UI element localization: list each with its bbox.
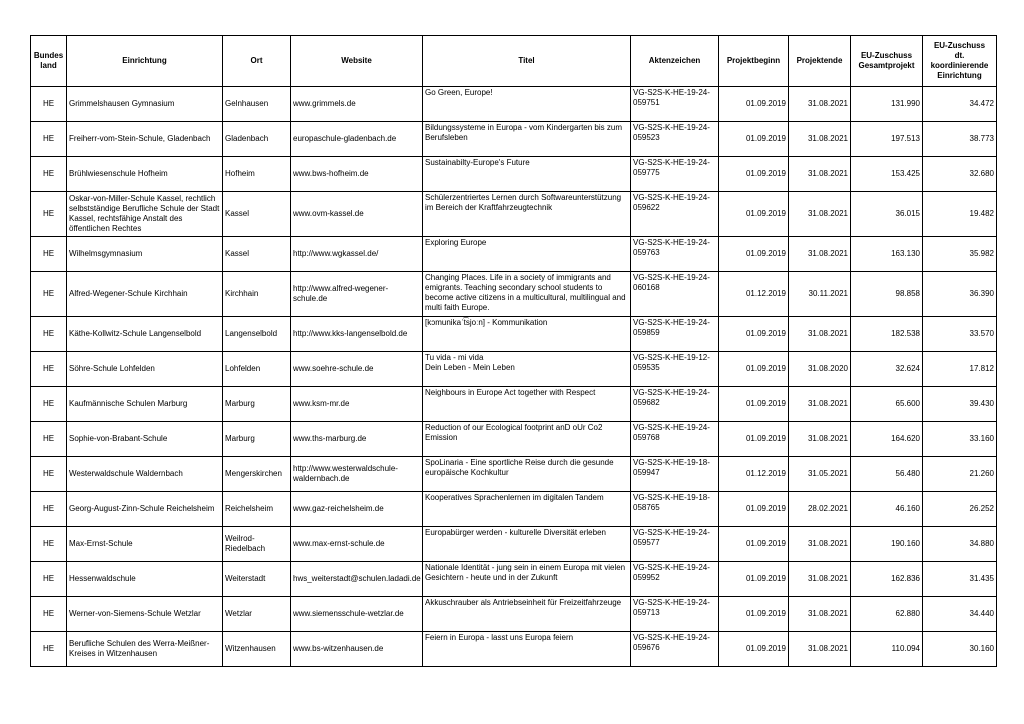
cell-ort: Kassel (223, 237, 291, 272)
table-row (31, 527, 997, 562)
header-aktenzeichen: Aktenzeichen (631, 36, 719, 87)
cell-titel: SpoLinaria - Eine sportliche Reise durch die gesunde europäische Kochkultur (423, 457, 631, 492)
cell-eu-zuschuss-koordinierend: 33.160 (923, 422, 997, 457)
cell-bundesland: HE (31, 87, 67, 122)
table-row (31, 237, 997, 272)
cell-projektbeginn: 01.09.2019 (719, 157, 789, 192)
cell-eu-zuschuss-koordinierend: 34.472 (923, 87, 997, 122)
cell-aktenzeichen: VG-S2S-K-HE-19-24-059775 (631, 157, 719, 192)
cell-aktenzeichen: VG-S2S-K-HE-19-24-059768 (631, 422, 719, 457)
cell-titel: Europabürger werden - kulturelle Diversität erleben (423, 527, 631, 562)
cell-projektbeginn: 01.09.2019 (719, 597, 789, 632)
cell-eu-zuschuss-gesamt: 163.130 (851, 237, 923, 272)
cell-einrichtung: Werner-von-Siemens-Schule Wetzlar (67, 597, 223, 632)
cell-aktenzeichen: VG-S2S-K-HE-19-24-060168 (631, 272, 719, 317)
header-row (31, 36, 997, 87)
table-row (31, 87, 997, 122)
cell-ort: Mengerskirchen (223, 457, 291, 492)
cell-aktenzeichen: VG-S2S-K-HE-19-12-059535 (631, 352, 719, 387)
cell-projektende: 31.08.2021 (789, 527, 851, 562)
cell-einrichtung: Sophie-von-Brabant-Schule (67, 422, 223, 457)
cell-projektbeginn: 01.12.2019 (719, 272, 789, 317)
header-website: Website (291, 36, 423, 87)
cell-aktenzeichen: VG-S2S-K-HE-19-24-059859 (631, 317, 719, 352)
cell-eu-zuschuss-gesamt: 46.160 (851, 492, 923, 527)
cell-ort: Kassel (223, 192, 291, 237)
cell-titel: Neighbours in Europe Act together with Respect (423, 387, 631, 422)
table-body (31, 87, 997, 667)
cell-projektende: 30.11.2021 (789, 272, 851, 317)
cell-projektende: 31.08.2021 (789, 387, 851, 422)
cell-bundesland: HE (31, 272, 67, 317)
table-row (31, 422, 997, 457)
header-eu-zuschuss-koordinierend: EU-Zuschuss dt. koordinierende Einrichtung (923, 36, 997, 87)
cell-eu-zuschuss-koordinierend: 34.880 (923, 527, 997, 562)
cell-titel: Nationale Identität - jung sein in einem Europa mit vielen Gesichtern - heute und in der Zukunft (423, 562, 631, 597)
cell-ort: Lohfelden (223, 352, 291, 387)
table-row (31, 122, 997, 157)
cell-website[interactable]: www.grimmels.de (291, 87, 423, 122)
cell-aktenzeichen: VG-S2S-K-HE-19-24-059751 (631, 87, 719, 122)
cell-eu-zuschuss-koordinierend: 17.812 (923, 352, 997, 387)
cell-website[interactable]: hws_weiterstadt@schulen.ladadi.de (291, 562, 423, 597)
cell-eu-zuschuss-gesamt: 65.600 (851, 387, 923, 422)
cell-bundesland: HE (31, 632, 67, 667)
cell-titel: Schülerzentriertes Lernen durch Softwareunterstützung im Bereich der Kraftfahrzeugtechnik (423, 192, 631, 237)
cell-bundesland: HE (31, 192, 67, 237)
table-row (31, 272, 997, 317)
cell-einrichtung: Wilhelmsgymnasium (67, 237, 223, 272)
cell-einrichtung: Brühlwiesenschule Hofheim (67, 157, 223, 192)
cell-website[interactable]: www.siemensschule-wetzlar.de (291, 597, 423, 632)
cell-aktenzeichen: VG-S2S-K-HE-19-24-059763 (631, 237, 719, 272)
cell-bundesland: HE (31, 122, 67, 157)
cell-einrichtung: Söhre-Schule Lohfelden (67, 352, 223, 387)
header-bundesland: Bundes land (31, 36, 67, 87)
cell-website[interactable]: http://www.alfred-wegener-schule.de (291, 272, 423, 317)
cell-website[interactable]: europaschule-gladenbach.de (291, 122, 423, 157)
cell-einrichtung: Hessenwaldschule (67, 562, 223, 597)
cell-bundesland: HE (31, 317, 67, 352)
cell-titel: Exploring Europe (423, 237, 631, 272)
cell-einrichtung: Freiherr-vom-Stein-Schule, Gladenbach (67, 122, 223, 157)
table-row (31, 457, 997, 492)
cell-titel: Kooperatives Sprachenlernen im digitalen Tandem (423, 492, 631, 527)
cell-projektende: 31.08.2021 (789, 87, 851, 122)
cell-bundesland: HE (31, 352, 67, 387)
cell-einrichtung: Westerwaldschule Waldernbach (67, 457, 223, 492)
cell-eu-zuschuss-gesamt: 62.880 (851, 597, 923, 632)
cell-eu-zuschuss-koordinierend: 31.435 (923, 562, 997, 597)
cell-aktenzeichen: VG-S2S-K-HE-19-18-059947 (631, 457, 719, 492)
cell-ort: Witzenhausen (223, 632, 291, 667)
cell-eu-zuschuss-gesamt: 197.513 (851, 122, 923, 157)
cell-eu-zuschuss-gesamt: 131.990 (851, 87, 923, 122)
cell-projektbeginn: 01.09.2019 (719, 192, 789, 237)
cell-bundesland: HE (31, 562, 67, 597)
cell-projektende: 31.08.2021 (789, 422, 851, 457)
table-row (31, 562, 997, 597)
cell-eu-zuschuss-koordinierend: 26.252 (923, 492, 997, 527)
cell-bundesland: HE (31, 457, 67, 492)
cell-titel: Changing Places. Life in a society of immigrants and emigrants. Teaching secondary school students to become active citizens in a multicultural, multilingual and multi faith Europe. (423, 272, 631, 317)
cell-eu-zuschuss-gesamt: 162.836 (851, 562, 923, 597)
cell-projektende: 31.08.2021 (789, 122, 851, 157)
cell-bundesland: HE (31, 422, 67, 457)
cell-einrichtung: Oskar-von-Miller-Schule Kassel, rechtlich selbstständige Berufliche Schule der Stadt Kassel, rechtsfähige Anstalt des öffentlichen Rechtes (67, 192, 223, 237)
cell-titel: Akkuschrauber als Antriebseinheit für Freizeitfahrzeuge (423, 597, 631, 632)
cell-website[interactable]: www.bs-witzenhausen.de (291, 632, 423, 667)
cell-titel: Sustainabilty-Europe's Future (423, 157, 631, 192)
cell-projektbeginn: 01.09.2019 (719, 492, 789, 527)
cell-eu-zuschuss-gesamt: 190.160 (851, 527, 923, 562)
cell-titel: Tu vida - mi vida Dein Leben - Mein Leben (423, 352, 631, 387)
cell-eu-zuschuss-gesamt: 164.620 (851, 422, 923, 457)
cell-ort: Gladenbach (223, 122, 291, 157)
cell-einrichtung: Grimmelshausen Gymnasium (67, 87, 223, 122)
cell-bundesland: HE (31, 597, 67, 632)
cell-projektende: 31.08.2021 (789, 562, 851, 597)
cell-ort: Hofheim (223, 157, 291, 192)
cell-eu-zuschuss-koordinierend: 36.390 (923, 272, 997, 317)
cell-eu-zuschuss-gesamt: 182.538 (851, 317, 923, 352)
cell-website[interactable]: www.ksm-mr.de (291, 387, 423, 422)
cell-titel: Bildungssysteme in Europa - vom Kindergarten bis zum Berufsleben (423, 122, 631, 157)
cell-ort: Marburg (223, 422, 291, 457)
table-row (31, 632, 997, 667)
table-row (31, 157, 997, 192)
cell-projektbeginn: 01.09.2019 (719, 632, 789, 667)
cell-eu-zuschuss-gesamt: 110.094 (851, 632, 923, 667)
cell-eu-zuschuss-koordinierend: 38.773 (923, 122, 997, 157)
cell-eu-zuschuss-koordinierend: 30.160 (923, 632, 997, 667)
cell-projektbeginn: 01.09.2019 (719, 422, 789, 457)
cell-eu-zuschuss-gesamt: 36.015 (851, 192, 923, 237)
cell-ort: Langenselbold (223, 317, 291, 352)
cell-projektende: 31.05.2021 (789, 457, 851, 492)
table-row (31, 387, 997, 422)
cell-projektbeginn: 01.09.2019 (719, 527, 789, 562)
cell-bundesland: HE (31, 527, 67, 562)
cell-website[interactable]: www.max-ernst-schule.de (291, 527, 423, 562)
cell-titel: Go Green, Europe! (423, 87, 631, 122)
cell-projektende: 31.08.2020 (789, 352, 851, 387)
header-eu-zuschuss-gesamt: EU-Zuschuss Gesamtprojekt (851, 36, 923, 87)
cell-aktenzeichen: VG-S2S-K-HE-19-24-059682 (631, 387, 719, 422)
cell-website[interactable]: http://www.wgkassel.de/ (291, 237, 423, 272)
cell-website[interactable]: www.ovm-kassel.de (291, 192, 423, 237)
cell-eu-zuschuss-koordinierend: 35.982 (923, 237, 997, 272)
cell-projektbeginn: 01.09.2019 (719, 387, 789, 422)
cell-titel: Feiern in Europa - lasst uns Europa feiern (423, 632, 631, 667)
cell-eu-zuschuss-gesamt: 98.858 (851, 272, 923, 317)
table-row (31, 352, 997, 387)
projects-table (30, 35, 997, 667)
cell-projektende: 31.08.2021 (789, 597, 851, 632)
cell-titel: [kɔmunikaˈt͡sjoːn] - Kommunikation (423, 317, 631, 352)
cell-aktenzeichen: VG-S2S-K-HE-19-24-059713 (631, 597, 719, 632)
cell-bundesland: HE (31, 157, 67, 192)
cell-eu-zuschuss-koordinierend: 33.570 (923, 317, 997, 352)
cell-bundesland: HE (31, 387, 67, 422)
cell-projektende: 31.08.2021 (789, 192, 851, 237)
cell-projektende: 28.02.2021 (789, 492, 851, 527)
cell-aktenzeichen: VG-S2S-K-HE-19-24-059622 (631, 192, 719, 237)
cell-website[interactable]: http://www.kks-langenselbold.de (291, 317, 423, 352)
cell-aktenzeichen: VG-S2S-K-HE-19-18-058765 (631, 492, 719, 527)
cell-ort: Marburg (223, 387, 291, 422)
cell-projektbeginn: 01.09.2019 (719, 352, 789, 387)
cell-aktenzeichen: VG-S2S-K-HE-19-24-059952 (631, 562, 719, 597)
cell-einrichtung: Alfred-Wegener-Schule Kirchhain (67, 272, 223, 317)
cell-ort: Wetzlar (223, 597, 291, 632)
cell-projektende: 31.08.2021 (789, 317, 851, 352)
cell-projektende: 31.08.2021 (789, 157, 851, 192)
header-ort: Ort (223, 36, 291, 87)
cell-projektende: 31.08.2021 (789, 632, 851, 667)
cell-projektbeginn: 01.09.2019 (719, 237, 789, 272)
cell-eu-zuschuss-gesamt: 56.480 (851, 457, 923, 492)
cell-projektende: 31.08.2021 (789, 237, 851, 272)
header-titel: Titel (423, 36, 631, 87)
cell-einrichtung: Berufliche Schulen des Werra-Meißner-Kreises in Witzenhausen (67, 632, 223, 667)
cell-aktenzeichen: VG-S2S-K-HE-19-24-059577 (631, 527, 719, 562)
header-einrichtung: Einrichtung (67, 36, 223, 87)
cell-eu-zuschuss-koordinierend: 21.260 (923, 457, 997, 492)
cell-projektbeginn: 01.12.2019 (719, 457, 789, 492)
cell-einrichtung: Kaufmännische Schulen Marburg (67, 387, 223, 422)
cell-eu-zuschuss-koordinierend: 34.440 (923, 597, 997, 632)
cell-website[interactable]: www.soehre-schule.de (291, 352, 423, 387)
cell-einrichtung: Georg-August-Zinn-Schule Reichelsheim (67, 492, 223, 527)
table-row (31, 492, 997, 527)
table-row (31, 597, 997, 632)
cell-projektbeginn: 01.09.2019 (719, 122, 789, 157)
cell-eu-zuschuss-koordinierend: 39.430 (923, 387, 997, 422)
cell-aktenzeichen: VG-S2S-K-HE-19-24-059676 (631, 632, 719, 667)
cell-ort: Kirchhain (223, 272, 291, 317)
cell-website[interactable]: www.ths-marburg.de (291, 422, 423, 457)
cell-website[interactable]: www.bws-hofheim.de (291, 157, 423, 192)
cell-eu-zuschuss-koordinierend: 32.680 (923, 157, 997, 192)
cell-eu-zuschuss-koordinierend: 19.482 (923, 192, 997, 237)
cell-einrichtung: Max-Ernst-Schule (67, 527, 223, 562)
cell-projektbeginn: 01.09.2019 (719, 562, 789, 597)
header-projektbeginn: Projektbeginn (719, 36, 789, 87)
cell-bundesland: HE (31, 492, 67, 527)
cell-aktenzeichen: VG-S2S-K-HE-19-24-059523 (631, 122, 719, 157)
cell-ort: Reichelsheim (223, 492, 291, 527)
cell-eu-zuschuss-gesamt: 32.624 (851, 352, 923, 387)
cell-website[interactable]: www.gaz-reichelsheim.de (291, 492, 423, 527)
cell-bundesland: HE (31, 237, 67, 272)
cell-projektbeginn: 01.09.2019 (719, 87, 789, 122)
cell-projektbeginn: 01.09.2019 (719, 317, 789, 352)
cell-ort: Gelnhausen (223, 87, 291, 122)
table-row (31, 192, 997, 237)
cell-ort: Weiterstadt (223, 562, 291, 597)
cell-eu-zuschuss-gesamt: 153.425 (851, 157, 923, 192)
cell-titel: Reduction of our Ecological footprint anD oUr Co2 Emission (423, 422, 631, 457)
cell-website[interactable]: http://www.westerwaldschule-waldernbach.de (291, 457, 423, 492)
cell-ort: Weilrod-Riedelbach (223, 527, 291, 562)
table-row (31, 317, 997, 352)
header-projektende: Projektende (789, 36, 851, 87)
cell-einrichtung: Käthe-Kollwitz-Schule Langenselbold (67, 317, 223, 352)
